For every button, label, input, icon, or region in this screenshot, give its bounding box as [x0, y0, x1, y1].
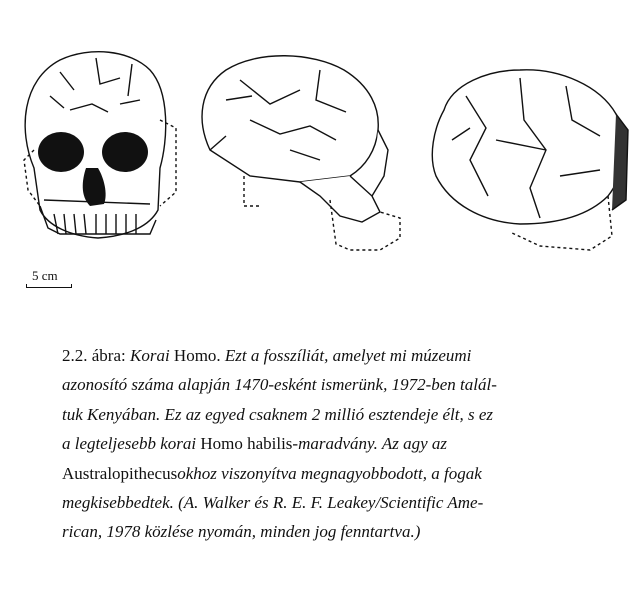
caption-fragment: okhoz viszonyítva megnagyobbodott, a fogak — [177, 463, 482, 483]
caption-line — [62, 400, 596, 429]
skull-top-view — [432, 70, 628, 250]
left-orbit — [38, 132, 84, 172]
caption-fragment: 2.2. ábra: — [62, 346, 130, 365]
scale-label: 5 cm — [32, 268, 58, 283]
scale-line — [26, 284, 72, 288]
caption-fragment: Korai — [129, 346, 174, 365]
caption-line — [62, 370, 596, 399]
caption-fragment: Australopithecus — [62, 463, 178, 483]
skull-illustrations — [0, 0, 640, 300]
caption-fragment: Homo habilis — [200, 434, 293, 454]
caption-line — [62, 517, 596, 546]
caption-fragment: Ezt a fosszíliát, amelyet mi múzeumi — [224, 346, 472, 365]
caption-fragment: Homo. — [173, 346, 225, 365]
caption-fragment: tuk Kenyában. Ez az egyed csaknem 2 millió esztendeje élt, s ez — [62, 404, 494, 424]
skull-figure — [0, 0, 640, 300]
right-orbit — [102, 132, 148, 172]
caption-line — [62, 488, 596, 517]
caption-line — [62, 459, 596, 488]
caption-line — [62, 341, 596, 370]
scale-bar — [26, 268, 76, 288]
figure-caption — [62, 341, 596, 547]
caption-line — [62, 429, 596, 458]
caption-fragment: a legteljesebb korai — [62, 434, 201, 454]
caption-fragment: rican, 1978 közlése nyomán, minden jog fenntartva.) — [62, 522, 421, 542]
caption-fragment: -maradvány. Az agy az — [292, 434, 447, 454]
caption-fragment: megkisebbedtek. (A. Walker és R. E. F. Leakey/Scientific Ame- — [62, 493, 484, 513]
skull-side-view — [202, 56, 400, 250]
caption-fragment: azonosító száma alapján 1470-esként ismerünk, 1972-ben talál- — [62, 375, 497, 395]
